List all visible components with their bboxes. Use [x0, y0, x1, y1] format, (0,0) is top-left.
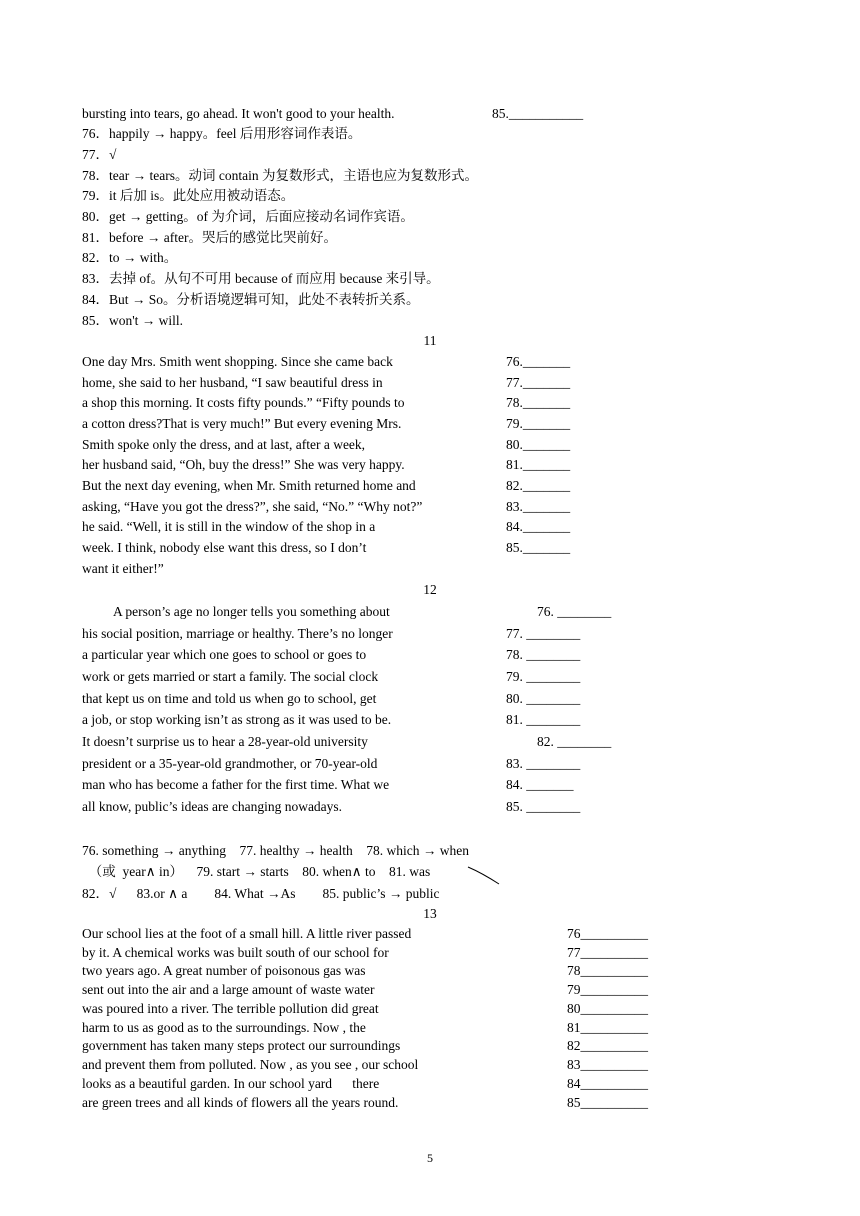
answer-blank: 82__________ — [567, 1038, 648, 1053]
answer-key-line: 85．won't → will. — [82, 313, 184, 328]
answer-blank: 79._______ — [506, 416, 571, 431]
answer-blank: 81. ________ — [506, 712, 581, 727]
text-line: bursting into tears, go ahead. It won't good to your health. — [82, 106, 395, 121]
passage-line: was poured into a river. The terrible pollution did great — [82, 1001, 379, 1016]
answer-blank: 83. ________ — [506, 756, 581, 771]
answer-blank: 81._______ — [506, 457, 571, 472]
answer-key-line: 84．But → So。分析语境逻辑可知，此处不表转折关系。 — [82, 292, 420, 307]
passage-line: Smith spoke only the dress, and at last, after a week, — [82, 437, 366, 452]
passage-line: government has taken many steps protect our surroundings — [82, 1038, 401, 1053]
answer-key-line: （或 year∧ in） 79. start → starts 80. when∧ to 81. was — [82, 864, 431, 879]
passage-line: by it. A chemical works was built south of our school for — [82, 945, 389, 960]
page-number: 5 — [427, 1151, 433, 1165]
passage-line: Our school lies at the foot of a small hill. A little river passed — [82, 926, 412, 941]
answer-blank: 77._______ — [506, 375, 571, 390]
answer-blank: 76. ________ — [537, 604, 612, 619]
answer-key-line: 76. something → anything 77. healthy → health 78. which → when — [82, 843, 469, 858]
passage-line: man who has become a father for the first time. What we — [82, 777, 390, 792]
answer-blank: 85__________ — [567, 1095, 648, 1110]
section-number: 13 — [423, 906, 437, 921]
answer-blank: 78__________ — [567, 963, 648, 978]
passage-line: a job, or stop working isn’t as strong as it was used to be. — [82, 712, 392, 727]
answer-key-line: 76．happily → happy。feel 后用形容词作表语。 — [82, 126, 362, 141]
answer-blank: 79. ________ — [506, 669, 581, 684]
answer-blank: 76._______ — [506, 354, 571, 369]
answer-blank: 79__________ — [567, 982, 648, 997]
answer-blank: 82. ________ — [537, 734, 612, 749]
answer-key-line: 77．√ — [82, 147, 117, 162]
passage-line: want it either!” — [82, 561, 164, 576]
passage-line: One day Mrs. Smith went shopping. Since she came back — [82, 354, 393, 369]
answer-blank: 82._______ — [506, 478, 571, 493]
strikethrough-mark — [466, 863, 502, 887]
answer-blank: 80._______ — [506, 437, 571, 452]
answer-blank: 85.___________ — [492, 106, 584, 121]
answer-key-line: 81．before → after。哭后的感觉比哭前好。 — [82, 230, 337, 245]
passage-line: a particular year which one goes to school or goes to — [82, 647, 367, 662]
passage-line: It doesn’t surprise us to hear a 28-year-old university — [82, 734, 368, 749]
passage-line: two years ago. A great number of poisonous gas was — [82, 963, 366, 978]
passage-line: that kept us on time and told us when go to school, get — [82, 691, 377, 706]
answer-key-line: 82．to → with。 — [82, 250, 178, 265]
answer-blank: 80. ________ — [506, 691, 581, 706]
passage-line: asking, “Have you got the dress?”, she said, “No.” “Why not?” — [82, 499, 423, 514]
passage-line: he said. “Well, it is still in the window of the shop in a — [82, 519, 376, 534]
answer-key-line: 80．get → getting。of 为介词，后面应接动名词作宾语。 — [82, 209, 414, 224]
passage-line: his social position, marriage or healthy. There’s no longer — [82, 626, 393, 641]
answer-blank: 76__________ — [567, 926, 648, 941]
answer-blank: 83__________ — [567, 1057, 648, 1072]
passage-line: But the next day evening, when Mr. Smith returned home and — [82, 478, 416, 493]
passage-line: looks as a beautiful garden. In our school yard there — [82, 1076, 380, 1091]
passage-line: sent out into the air and a large amount of waste water — [82, 982, 375, 997]
passage-line: and prevent them from polluted. Now , as you see , our school — [82, 1057, 419, 1072]
passage-line: a cotton dress?That is very much!” But every evening Mrs. — [82, 416, 402, 431]
answer-key-line: 82．√ 83.or ∧ a 84. What →As 85. public’s → public — [82, 886, 440, 901]
passage-line: her husband said, “Oh, buy the dress!” She was very happy. — [82, 457, 405, 472]
answer-key-line: 79．it 后加 is。此处应用被动语态。 — [82, 188, 295, 203]
answer-blank: 84._______ — [506, 519, 571, 534]
passage-line: are green trees and all kinds of flowers all the years round. — [82, 1095, 399, 1110]
passage-line: work or gets married or start a family. The social clock — [82, 669, 379, 684]
answer-blank: 80__________ — [567, 1001, 648, 1016]
answer-blank: 78._______ — [506, 395, 571, 410]
passage-line: president or a 35-year-old grandmother, or 70-year-old — [82, 756, 378, 771]
section-number: 12 — [423, 582, 437, 597]
passage-line: all know, public’s ideas are changing nowadays. — [82, 799, 343, 814]
answer-blank: 81__________ — [567, 1020, 648, 1035]
passage-line: week. I think, nobody else want this dress, so I don’t — [82, 540, 367, 555]
answer-blank: 84__________ — [567, 1076, 648, 1091]
answer-blank: 84. _______ — [506, 777, 574, 792]
answer-blank: 83._______ — [506, 499, 571, 514]
answer-key-line: 83．去掉 of。从句不可用 because of 而应用 because 来引导。 — [82, 271, 440, 286]
answer-blank: 85. ________ — [506, 799, 581, 814]
section-number: 11 — [423, 333, 437, 348]
answer-blank: 77__________ — [567, 945, 648, 960]
passage-line: harm to us as good as to the surroundings. Now , the — [82, 1020, 366, 1035]
passage-line: home, she said to her husband, “I saw beautiful dress in — [82, 375, 383, 390]
answer-blank: 85._______ — [506, 540, 571, 555]
passage-line: A person’s age no longer tells you something about — [113, 604, 390, 619]
answer-key-line: 78．tear → tears。动词 contain 为复数形式，主语也应为复数形式。 — [82, 168, 478, 183]
answer-blank: 78. ________ — [506, 647, 581, 662]
answer-blank: 77. ________ — [506, 626, 581, 641]
passage-line: a shop this morning. It costs fifty pounds.” “Fifty pounds to — [82, 395, 405, 410]
